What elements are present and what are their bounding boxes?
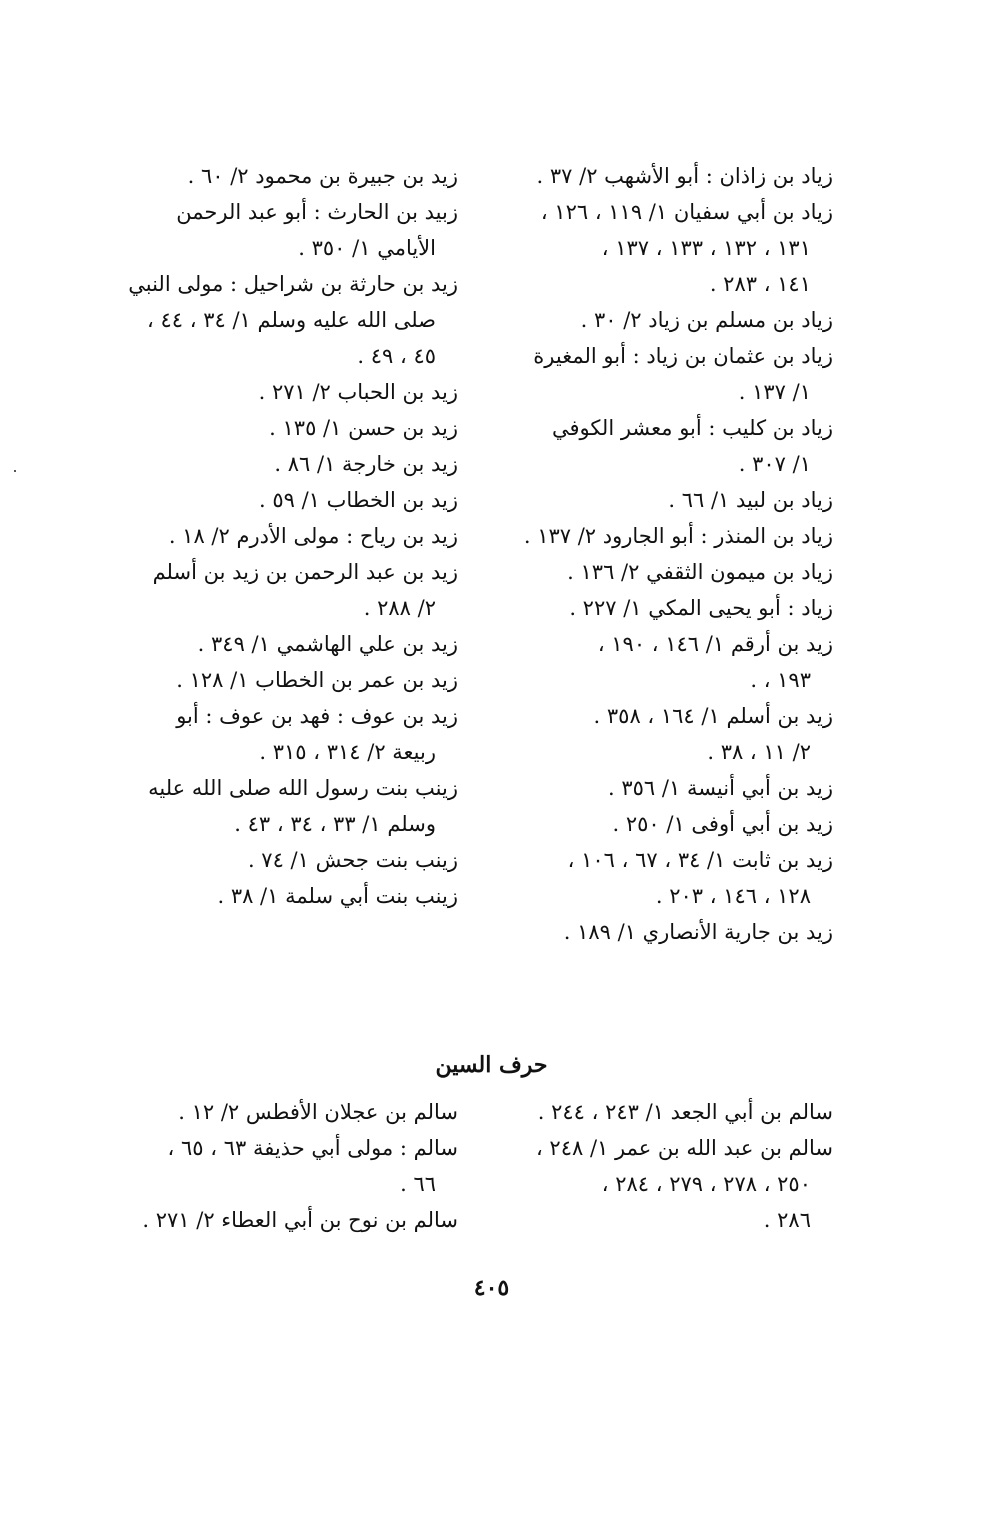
index-entry-line: زيد بن جارية الأنصاري ١/ ١٨٩ . <box>563 920 833 944</box>
index-entry-line: زيد بن أرقم ١/ ١٤٦ ، ١٩٠ ، <box>597 632 833 656</box>
index-entry-line: زيد بن أسلم ١/ ١٦٤ ، ٣٥٨ . <box>593 704 833 728</box>
index-entry-line: ٢٨٦ . <box>763 1208 811 1232</box>
index-entry-line: سالم بن عجلان الأفطس ٢/ ١٢ . <box>178 1100 458 1124</box>
index-entry-line: سالم بن أبي الجعد ١/ ٢٤٣ ، ٢٤٤ . <box>537 1100 833 1124</box>
index-entry-line: زياد بن لبيد ١/ ٦٦ . <box>668 488 833 512</box>
scan-speck <box>14 470 16 472</box>
index-entry-line: ربيعة ٢/ ٣١٤ ، ٣١٥ . <box>259 740 436 764</box>
index-entry-line: سالم : مولى أبي حذيفة ٦٣ ، ٦٥ ، <box>167 1136 458 1160</box>
index-column-right <box>493 158 833 950</box>
index-entry-line: ١٢٨ ، ١٤٦ ، ٢٠٣ . <box>655 884 811 908</box>
index-entry-line: زياد بن عثمان بن زياد : أبو المغيرة <box>533 344 833 368</box>
index-entry-line: زيد بن ثابت ١/ ٣٤ ، ٦٧ ، ١٠٦ ، <box>567 848 833 872</box>
index-entry-line: زيد بن عمر بن الخطاب ١/ ١٢٨ . <box>176 668 458 692</box>
index-entry-line: ٢/ ٢٨٨ . <box>363 596 436 620</box>
index-entry-line: زياد بن المنذر : أبو الجارود ٢/ ١٣٧ . <box>523 524 833 548</box>
index-entry-line: صلى الله عليه وسلم ١/ ٣٤ ، ٤٤ ، <box>147 308 436 332</box>
index-column-right-section-2 <box>493 1094 833 1238</box>
index-entry-line: ١٤١ ، ٢٨٣ . <box>709 272 811 296</box>
index-entry-line: زيد بن عبد الرحمن بن زيد بن أسلم <box>152 560 458 584</box>
index-entry-line: زيد بن أبي أوفى ١/ ٢٥٠ . <box>612 812 833 836</box>
index-entry-line: زيد بن الحباب ٢/ ٢٧١ . <box>258 380 458 404</box>
index-entry-line: زبيد بن الحارث : أبو عبد الرحمن <box>176 200 458 224</box>
index-entry-line: ٤٥ ، ٤٩ . <box>357 344 436 368</box>
index-entry-line: زياد : أبو يحيى المكي ١/ ٢٢٧ . <box>569 596 833 620</box>
page-number: ٤٠٥ <box>473 1275 510 1301</box>
index-entry-line: زياد بن زاذان : أبو الأشهب ٢/ ٣٧ . <box>536 164 833 188</box>
index-entry-line: الأيامي ١/ ٣٥٠ . <box>298 236 436 260</box>
index-entry-line: ٢٥٠ ، ٢٧٨ ، ٢٧٩ ، ٢٨٤ ، <box>601 1172 811 1196</box>
section-heading: حرف السين <box>435 1052 548 1078</box>
index-entry-line: ١٩٣ ، . <box>750 668 811 692</box>
index-entry-line: ٢/ ١١ ، ٣٨ . <box>707 740 811 764</box>
index-entry-line: ٦٦ . <box>400 1172 436 1196</box>
index-entry-line: زيد بن عوف : فهد بن عوف : أبو <box>176 704 458 728</box>
index-entry-line: زيد بن رياح : مولى الأدرم ٢/ ١٨ . <box>168 524 458 548</box>
index-entry-line: ١/ ٣٠٧ . <box>738 452 811 476</box>
index-column-left-section-2 <box>118 1094 458 1238</box>
index-entry-line: زيد بن علي الهاشمي ١/ ٣٤٩ . <box>197 632 458 656</box>
index-entry-line: زياد بن ميمون الثقفي ٢/ ١٣٦ . <box>567 560 833 584</box>
index-entry-line: زينب بنت جحش ١/ ٧٤ . <box>247 848 458 872</box>
index-entry-line: سالم بن نوح بن أبي العطاء ٢/ ٢٧١ . <box>142 1208 458 1232</box>
index-entry-line: زيد بن حسن ١/ ١٣٥ . <box>269 416 458 440</box>
index-column-left <box>118 158 458 914</box>
index-entry-line: ١٣١ ، ١٣٢ ، ١٣٣ ، ١٣٧ ، <box>601 236 811 260</box>
index-entry-line: زينب بنت أبي سلمة ١/ ٣٨ . <box>217 884 458 908</box>
index-entry-line: زياد بن مسلم بن زياد ٢/ ٣٠ . <box>580 308 833 332</box>
index-entry-line: ١/ ١٣٧ . <box>738 380 811 404</box>
index-entry-line: وسلم ١/ ٣٣ ، ٣٤ ، ٤٣ . <box>234 812 436 836</box>
index-entry-line: زيد بن خارجة ١/ ٨٦ . <box>274 452 458 476</box>
index-entry-line: زيد بن الخطاب ١/ ٥٩ . <box>258 488 458 512</box>
index-entry-line: سالم بن عبد الله بن عمر ١/ ٢٤٨ ، <box>535 1136 833 1160</box>
index-entry-line: زينب بنت رسول الله صلى الله عليه <box>148 776 458 800</box>
index-entry-line: زيد بن حارثة بن شراحيل : مولى النبي <box>128 272 458 296</box>
index-entry-line: زيد بن جبيرة بن محمود ٢/ ٦٠ . <box>187 164 458 188</box>
index-entry-line: زياد بن كليب : أبو معشر الكوفي <box>551 416 833 440</box>
index-entry-line: زياد بن أبي سفيان ١/ ١١٩ ، ١٢٦ ، <box>540 200 833 224</box>
index-entry-line: زيد بن أبي أنيسة ١/ ٣٥٦ . <box>608 776 833 800</box>
